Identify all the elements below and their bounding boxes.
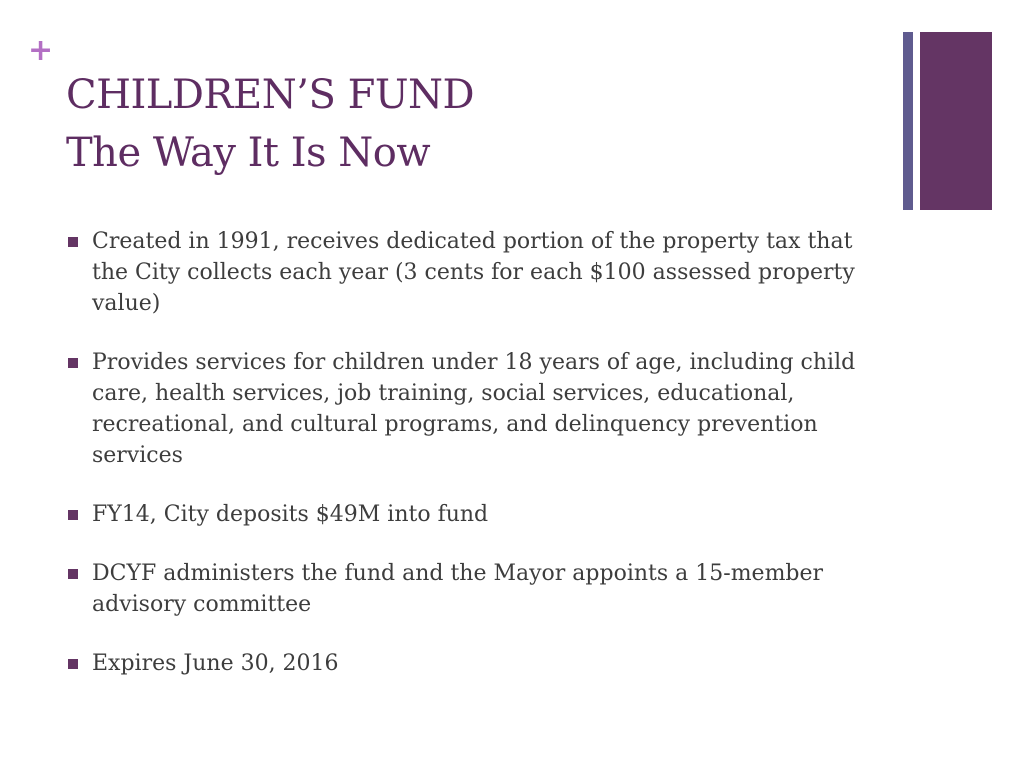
bullet-text: Expires June 30, 2016 [92,651,339,676]
square-bullet-icon [68,237,78,247]
bullet-text: FY14, City deposits $49M into fund [92,502,489,527]
bullet-item [66,347,886,471]
square-bullet-icon [68,659,78,669]
square-bullet-icon [68,569,78,579]
bullet-item [66,226,886,319]
square-bullet-icon [68,358,78,368]
bullet-item [66,558,886,620]
bullet-text: Created in 1991, receives dedicated portion of the property tax that the City collects each year (3 cents for each $100 assessed property value) [92,229,855,316]
bullet-list [66,226,886,707]
square-bullet-icon [68,510,78,520]
title-line-2: The Way It Is Now [66,130,431,176]
decorative-bar-thick [920,32,992,210]
title-line-1: CHILDREN’S FUND [66,72,475,118]
slide-title [66,66,474,182]
bullet-text: Provides services for children under 18 years of age, including child care, health services, job training, social services, educational, recreational, and cultural programs, and delinquency prevention services [92,350,856,468]
bullet-item [66,648,886,679]
bullet-item [66,499,886,530]
plus-icon: + [28,33,54,68]
bullet-text: DCYF administers the fund and the Mayor appoints a 15-member advisory committee [92,561,824,617]
decorative-bar-thin [903,32,913,210]
